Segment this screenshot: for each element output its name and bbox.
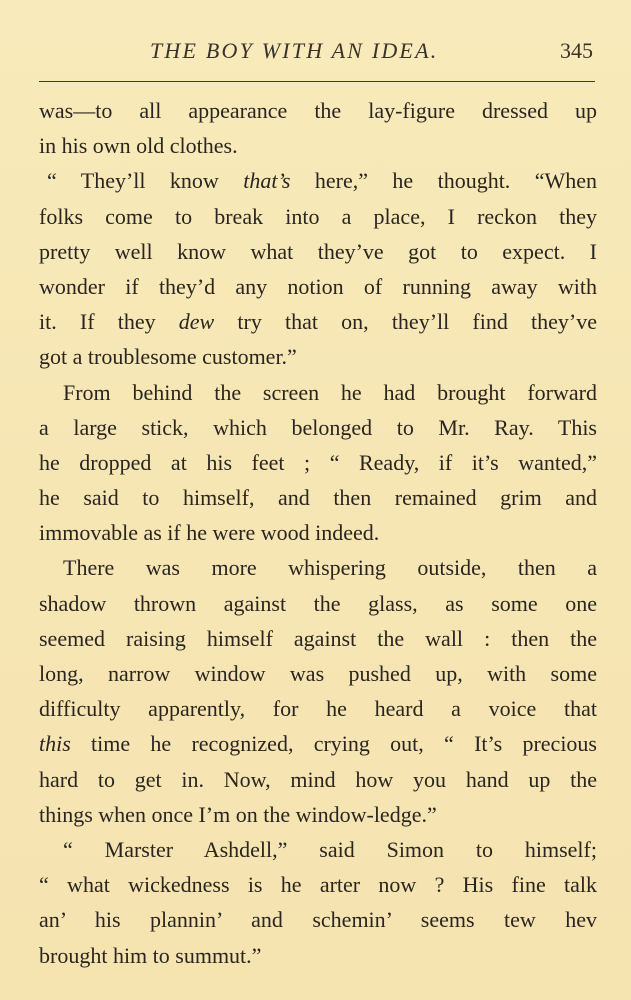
text-line: things when once I’m on the window-ledge.” [39,801,437,827]
text-line: hard to get in. Now, mind how you hand up the [39,766,597,792]
text-line: wonder if they’d any notion of running away with [39,273,597,299]
text-line: folks come to break into a place, I reckon they [39,203,597,229]
text-line: immovable as if he were wood indeed. [39,520,380,546]
text-line: got a troublesome customer.” [39,344,297,370]
text-line: was—to all appearance the lay-figure dressed up [39,98,597,123]
text-line: shadow thrown against the glass, as some one [39,590,597,616]
text-line: From behind the screen he had brought forward [63,379,597,405]
text-line: a large stick, which belonged to Mr. Ray. This [39,414,597,440]
text-line: in his own old clothes. [39,133,238,159]
text-line: brought him to summut.” [39,942,262,968]
running-title: THE BOY WITH AN IDEA. [150,38,439,63]
page-number: 345 [560,38,593,63]
text-line: long, narrow window was pushed up, with some [39,661,597,686]
text-line: “ Marster Ashdell,” said Simon to himself; [63,836,597,862]
header-rule [39,81,595,82]
text-line: it. If they dew try that on, they’ll find they’ve [39,309,597,335]
text-line: “ what wickedness is he arter now ? His fine talk [39,872,597,898]
text-line: seemed raising himself against the wall : then the [39,625,597,651]
text-line: this time he recognized, crying out, “ It’s precious [39,731,597,757]
text-line: “ They’ll know that’s here,” he thought. “When [47,168,598,194]
text-line: he said to himself, and then remained grim and [39,485,597,511]
text-line: There was more whispering outside, then a [63,555,597,581]
text-line: pretty well know what they’ve got to expect. I [39,238,597,264]
text-line: an’ his plannin’ and schemin’ seems tew hev [39,907,597,933]
page-header [0,34,631,74]
body-text [39,93,597,973]
text-line: difficulty apparently, for he heard a voice that [39,696,597,722]
text-line: he dropped at his feet ; “ Ready, if it’s wanted,” [39,449,597,475]
